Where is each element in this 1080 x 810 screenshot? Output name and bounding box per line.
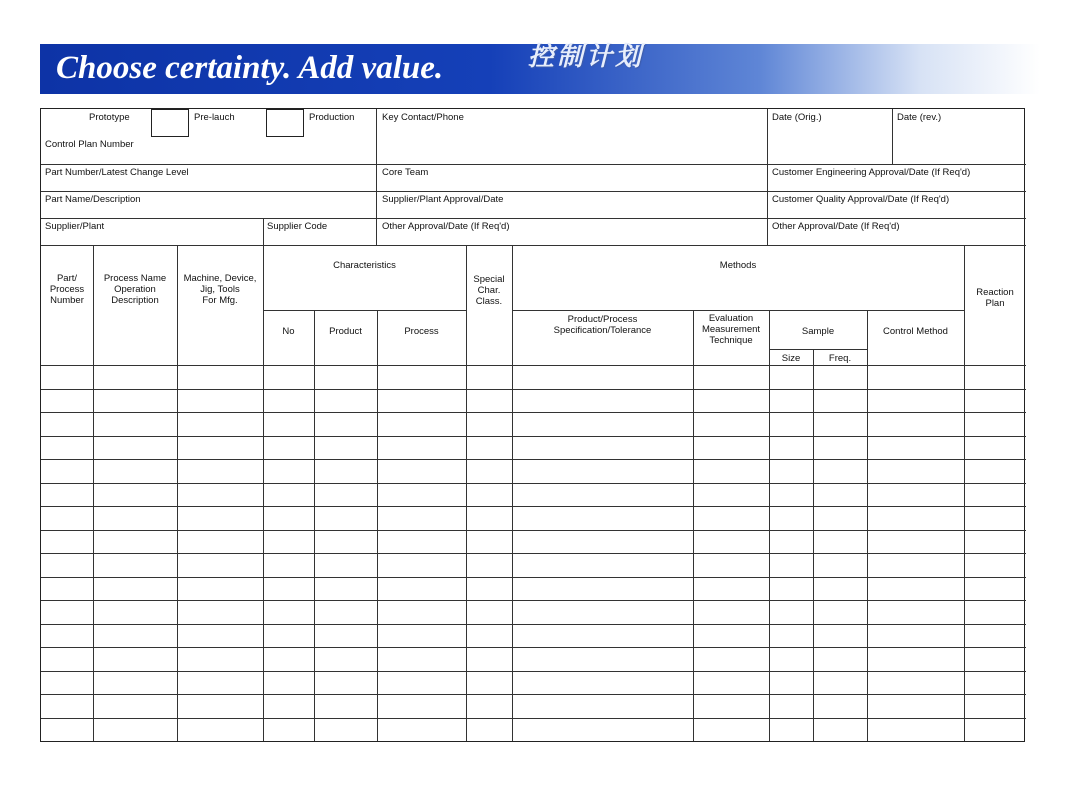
col-process: Process — [404, 326, 439, 337]
grid-line — [892, 109, 893, 164]
grid-line — [263, 218, 264, 245]
col-evaluation: Evaluation Measurement Technique — [701, 313, 761, 346]
table-row-line — [41, 530, 1026, 531]
prototype-checkbox[interactable] — [151, 109, 189, 137]
col-part-process-number: Part/ Process Number — [49, 273, 85, 306]
col-process-name: Process Name Operation Description — [103, 273, 167, 306]
grid-line — [769, 310, 770, 741]
col-freq: Freq. — [828, 353, 852, 364]
grid-line — [813, 349, 814, 741]
control-plan-form — [40, 108, 1025, 742]
table-row-line — [41, 694, 1026, 695]
col-product: Product — [329, 326, 362, 337]
table-row-line — [41, 553, 1026, 554]
col-sample: Sample — [801, 326, 835, 337]
other-approval-label-2: Other Approval/Date (If Req'd) — [772, 221, 900, 232]
table-row-line — [41, 577, 1026, 578]
prototype-label: Prototype — [89, 112, 130, 123]
core-team-label: Core Team — [382, 167, 429, 178]
customer-engineering-approval-label: Customer Engineering Approval/Date (If Req'd) — [772, 167, 971, 178]
grid-line — [769, 349, 867, 350]
col-spec-tolerance: Product/Process Specification/Tolerance — [553, 314, 652, 336]
supplier-code-label: Supplier Code — [267, 221, 328, 232]
customer-quality-approval-label: Customer Quality Approval/Date (If Req'd) — [772, 194, 950, 205]
col-special-char: Special Char. Class. — [473, 274, 505, 307]
grid-line — [263, 310, 466, 311]
grid-line — [376, 109, 377, 245]
part-name-label: Part Name/Description — [45, 194, 141, 205]
grid-line — [693, 310, 694, 741]
grid-line — [867, 310, 868, 741]
col-methods: Methods — [719, 260, 757, 271]
grid-line — [177, 245, 178, 741]
grid-line — [466, 245, 467, 741]
grid-line — [767, 109, 768, 245]
table-row-line — [41, 506, 1026, 507]
col-characteristics: Characteristics — [333, 260, 396, 271]
grid-line — [41, 218, 1026, 219]
grid-line — [964, 245, 965, 741]
date-rev-label: Date (rev.) — [897, 112, 942, 123]
grid-line — [41, 245, 1026, 246]
col-size: Size — [781, 353, 801, 364]
prelaunch-label: Pre-lauch — [194, 112, 235, 123]
prelaunch-checkbox[interactable] — [266, 109, 304, 137]
grid-line — [512, 245, 513, 741]
supplier-plant-approval-label: Supplier/Plant Approval/Date — [382, 194, 504, 205]
table-row-line — [41, 459, 1026, 460]
table-row-line — [41, 600, 1026, 601]
col-machine: Machine, Device, Jig, Tools For Mfg. — [183, 273, 257, 306]
table-row-line — [41, 624, 1026, 625]
table-row-line — [41, 647, 1026, 648]
other-approval-label: Other Approval/Date (If Req'd) — [382, 221, 510, 232]
grid-line — [377, 310, 378, 741]
grid-line — [41, 164, 1026, 165]
col-control-method: Control Method — [883, 326, 948, 337]
date-orig-label: Date (Orig.) — [772, 112, 822, 123]
table-row-line — [41, 671, 1026, 672]
col-no: No — [282, 326, 295, 337]
slogan: Choose certainty. Add value. — [56, 50, 444, 86]
control-plan-number-label: Control Plan Number — [45, 139, 134, 150]
table-row-line — [41, 412, 1026, 413]
table-row-line — [41, 436, 1026, 437]
grid-line — [41, 191, 1026, 192]
col-reaction-plan: Reaction Plan — [976, 287, 1014, 309]
table-row-line — [41, 483, 1026, 484]
grid-line — [41, 365, 1026, 366]
table-row-line — [41, 718, 1026, 719]
key-contact-label: Key Contact/Phone — [382, 112, 464, 123]
grid-line — [512, 310, 964, 311]
grid-line — [93, 245, 94, 741]
supplier-plant-label: Supplier/Plant — [45, 221, 105, 232]
production-label: Production — [309, 112, 355, 123]
grid-line — [314, 310, 315, 741]
chinese-title: 控制计划 — [528, 41, 645, 71]
part-number-label: Part Number/Latest Change Level — [45, 167, 189, 178]
title-banner — [40, 41, 1040, 94]
table-row-line — [41, 389, 1026, 390]
grid-line — [263, 245, 264, 741]
